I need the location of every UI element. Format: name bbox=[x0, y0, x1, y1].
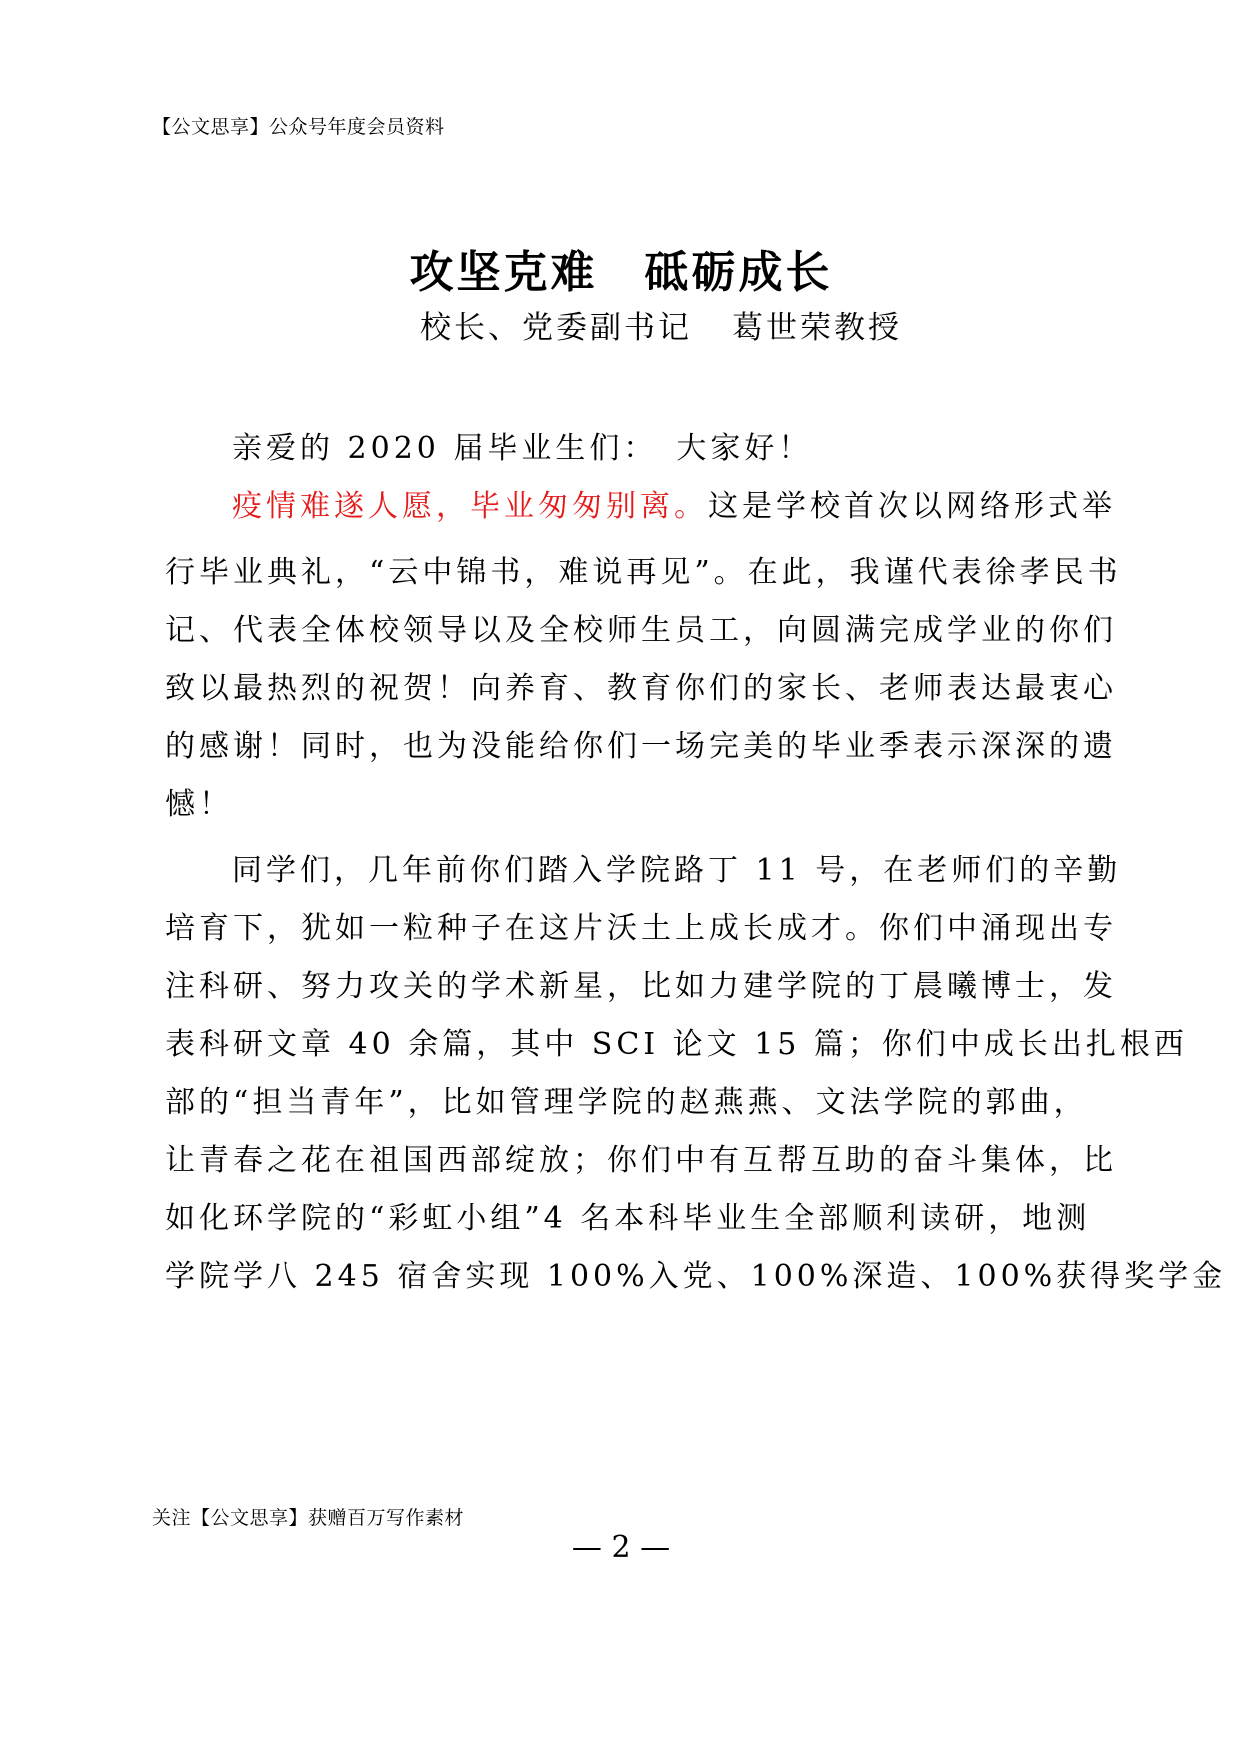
highlighted-phrase: 疫情难遂人愿，毕业匆匆别离。 bbox=[232, 489, 708, 524]
paragraph-2-line-1-rest: 这是学校首次以网络形式举 bbox=[708, 489, 1116, 524]
paragraph-2-line-6: 憾！ bbox=[165, 787, 233, 822]
page-number: — 2 — bbox=[571, 1530, 671, 1565]
paragraph-3-line-5: 部的“担当青年”，比如管理学院的赵燕燕、文法学院的郭曲， bbox=[165, 1085, 1088, 1120]
letter-body bbox=[165, 420, 1227, 1306]
header-note: 【公文思享】公众号年度会员资料 bbox=[152, 116, 445, 138]
paragraph-3-line-1: 同学们，几年前你们踏入学院路丁 11 号，在老师们的辛勤 bbox=[232, 853, 1122, 888]
paragraph-3-line-4: 表科研文章 40 余篇，其中 SCI 论文 15 篇；你们中成长出扎根西 bbox=[165, 1027, 1188, 1062]
paragraph-2-line-5: 的感谢！同时，也为没能给你们一场完美的毕业季表示深深的遗 bbox=[165, 729, 1117, 764]
greeting-line: 亲爱的 2020 届毕业生们： 大家好！ bbox=[232, 431, 813, 466]
paragraph-3-line-8: 学院学八 245 宿舍实现 100%入党、100%深造、100%获得奖学金 bbox=[165, 1259, 1227, 1294]
paragraph-3-line-2: 培育下，犹如一粒种子在这片沃土上成长成才。你们中涌现出专 bbox=[165, 911, 1117, 946]
paragraph-3-line-7: 如化环学院的“彩虹小组”4 名本科毕业生全部顺利读研，地测 bbox=[165, 1201, 1091, 1236]
paragraph-3-line-6: 让青春之花在祖国西部绽放；你们中有互帮互助的奋斗集体，比 bbox=[165, 1143, 1117, 1178]
byline-role: 校长、党委副书记 bbox=[420, 310, 692, 346]
paragraph-2-line-1 bbox=[165, 478, 1116, 536]
byline-name: 葛世荣教授 bbox=[732, 310, 902, 346]
paragraph-2-line-4: 致以最热烈的祝贺！向养育、教育你们的家长、老师表达最衷心 bbox=[165, 671, 1117, 706]
byline bbox=[0, 302, 1242, 347]
paragraph-2-line-3: 记、代表全体校领导以及全校师生员工，向圆满完成学业的你们 bbox=[165, 613, 1117, 648]
paragraph-3-line-3: 注科研、努力攻关的学术新星，比如力建学院的丁晨曦博士，发 bbox=[165, 969, 1117, 1004]
footer-note: 关注【公文思享】获赠百万写作素材 bbox=[152, 1507, 465, 1529]
paragraph-2-line-2: 行毕业典礼，“云中锦书，难说再见”。在此，我谨代表徐孝民书 bbox=[165, 555, 1122, 590]
page-title: 攻坚克难 砥砺成长 bbox=[409, 247, 833, 298]
